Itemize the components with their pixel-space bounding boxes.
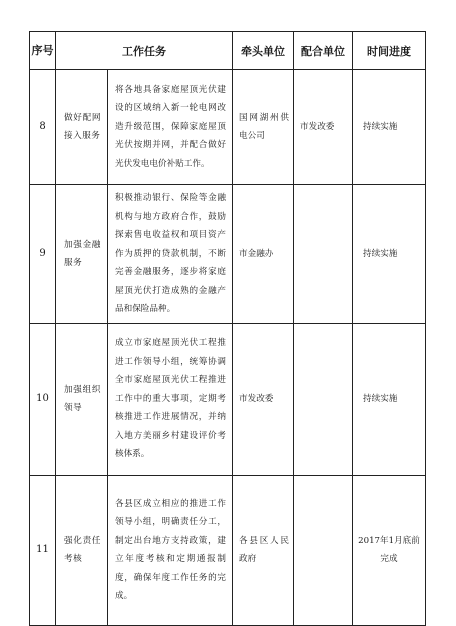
row-seq: 11 <box>30 475 56 625</box>
row-content: 将各地具备家庭屋顶光伏建设的区域纳入新一轮电网改造升级范围，保障家庭屋顶光伏按期并网，并配合做好光伏发电电价补贴工作。 <box>108 70 233 185</box>
row-coop: 市发改委 <box>294 70 353 185</box>
table-row <box>30 70 426 185</box>
row-coop <box>294 185 353 324</box>
row-content: 各县区成立相应的推进工作领导小组，明确责任分工，制定出台地方支持政策，建立年度考核和定期通报制度，确保年度工作任务的完成。 <box>108 475 233 625</box>
header-progress: 时间进度 <box>353 32 426 70</box>
table-header-row <box>30 32 426 70</box>
row-progress: 持续实施 <box>353 323 426 475</box>
row-seq: 8 <box>30 70 56 185</box>
row-lead: 各县区人民政府 <box>233 475 294 625</box>
row-lead: 国网湖州供电公司 <box>233 70 294 185</box>
table-row <box>30 323 426 475</box>
row-seq: 10 <box>30 323 56 475</box>
row-task: 加强组织领导 <box>56 323 108 475</box>
header-seq: 序号 <box>30 32 56 70</box>
row-progress: 持续实施 <box>353 70 426 185</box>
row-task: 做好配网接入服务 <box>56 70 108 185</box>
row-progress: 持续实施 <box>353 185 426 324</box>
header-task: 工作任务 <box>56 32 233 70</box>
row-lead: 市金融办 <box>233 185 294 324</box>
row-content: 积极推动银行、保险等金融机构与地方政府合作，鼓励探索售电收益权和项目资产作为质押的贷款机制，不断完善金融服务，逐步将家庭屋顶光伏打造成熟的金融产品和保险品种。 <box>108 185 233 324</box>
header-lead: 牵头单位 <box>233 32 294 70</box>
table-row <box>30 475 426 625</box>
row-lead: 市发改委 <box>233 323 294 475</box>
table-row <box>30 185 426 324</box>
header-coop: 配合单位 <box>294 32 353 70</box>
row-task: 强化责任考核 <box>56 475 108 625</box>
task-table <box>29 31 426 626</box>
row-coop <box>294 323 353 475</box>
row-coop <box>294 475 353 625</box>
row-content: 成立市家庭屋顶光伏工程推进工作领导小组，统筹协调全市家庭屋顶光伏工程推进工作中的重大事项，定期考核推进工作进展情况，并纳入地方美丽乡村建设评价考核体系。 <box>108 323 233 475</box>
row-seq: 9 <box>30 185 56 324</box>
row-task: 加强金融服务 <box>56 185 108 324</box>
row-progress: 2017年1月底前完成 <box>353 475 426 625</box>
